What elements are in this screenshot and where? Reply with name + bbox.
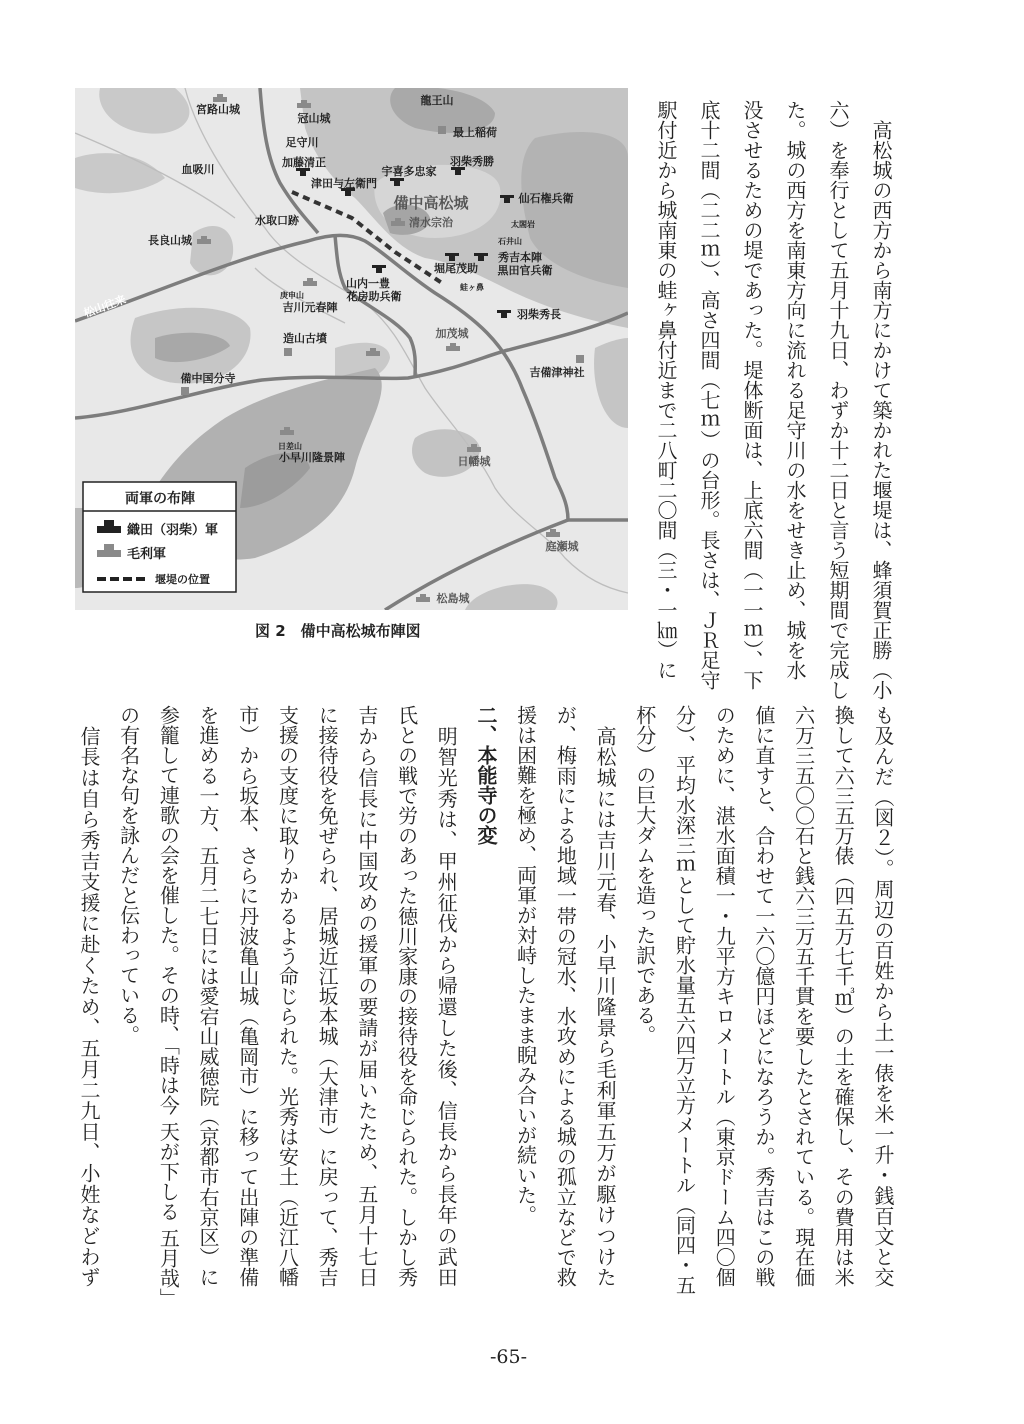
battle-map-figure [75, 88, 628, 610]
map-label: 花房助兵衛 [346, 290, 402, 303]
body-text-bottom [68, 705, 902, 1308]
map-label: 蛙ヶ鼻 [460, 283, 484, 292]
body-text-top [644, 100, 902, 700]
map-label: 足守川 [285, 136, 319, 149]
text-line: 没させるための堤であった。堤体断面は、上底六間（一一ｍ）、下 [740, 100, 764, 690]
map-label: 日幡城 [457, 455, 491, 468]
text-line: 六）を奉行として五月十九日、わずか十二日と言う短期間で完成し [826, 100, 850, 700]
map-label: 長良山城 [148, 234, 192, 247]
legend-item-mori: 毛利軍 [127, 547, 167, 562]
section-heading: 二、本能寺の変 [473, 705, 498, 845]
text-line: 支援の支度に取りかかるよう命じられた。光秀は安土（近江八幡 [275, 705, 300, 1287]
legend-item-oda: 織田（羽柴）軍 [127, 523, 219, 538]
text-line: 杯分）の巨大ダムを造った訳である。 [632, 705, 657, 1045]
text-line: が、梅雨による地域一帯の冠水、水攻めによる城の孤立などで救 [553, 705, 578, 1287]
map-label: 津田与左衛門 [311, 177, 377, 190]
castle-title-label: 備中高松城 [393, 194, 469, 212]
figure-caption: 図 2 備中高松城布陣図 [255, 622, 421, 640]
text-line: の有名な句を詠んだと伝わっている。 [116, 705, 141, 1045]
map-label: 松島城 [436, 592, 470, 605]
map-label: 羽柴秀長 [517, 308, 561, 321]
map-label: 吉備津神社 [529, 366, 585, 379]
text-line: 信長は自ら秀吉支援に赴くため、五月二九日、小姓などわず [76, 705, 101, 1287]
text-line: 吉から信長に中国攻めの援軍の要請が届いたため、五月十七日 [354, 705, 379, 1288]
shrine-square-icon [438, 126, 446, 134]
map-label: 庭瀬城 [545, 540, 579, 553]
text-line: 分）、平均水深三ｍとして貯水量五六四万立方メートル（同四・五 [672, 705, 697, 1295]
legend-item-dike: 堰堤の位置 [155, 573, 210, 586]
map-label: 加茂城 [435, 327, 469, 340]
text-line: 高松城の西方から南方にかけて築かれた堰堤は、蜂須賀正勝（小 [869, 100, 893, 700]
map-label: 宇喜多忠家 [381, 165, 437, 178]
text-line: 駅付近から城南東の蛙ヶ鼻付近まで二八町二〇間（三・一㎞）に [654, 100, 678, 680]
map-label: 日差山 [278, 442, 302, 451]
map-label: 石井山 [498, 237, 522, 246]
temple-square-icon [181, 387, 189, 395]
map-label: 黒田官兵衛 [497, 264, 553, 277]
text-line: も及んだ（図２）。周辺の百姓から土一俵を米一升・銭百文と交 [871, 705, 895, 1287]
map-label: 清水宗治 [409, 216, 453, 229]
map-label: 庚申山 [280, 291, 304, 300]
map-label: 冠山城 [297, 112, 331, 125]
map-label: 小早川隆景陣 [279, 451, 345, 464]
map-label: 備中国分寺 [180, 372, 236, 385]
text-line: 援は困難を極め、両軍が対峙したまま睨み合いが続いた。 [513, 705, 538, 1225]
text-line: に接待役を免ぜられ、居城近江坂本城（大津市）に戻って、秀吉 [315, 705, 340, 1287]
map-label: 太閤岩 [511, 220, 535, 229]
map-label: 最上稲荷 [453, 126, 497, 139]
text-line: 換して六三五万俵（四五万七千㎥）の土を確保し、その費用は米 [831, 705, 856, 1287]
road-label: 松山往来 [81, 292, 128, 321]
page-number: -65- [490, 1346, 528, 1368]
text-line: 値に直すと、合わせて一六〇億円ほどになろうか。秀吉はこの戦 [751, 705, 776, 1287]
site-square-icon [284, 348, 292, 356]
legend-title: 両軍の布陣 [125, 491, 195, 507]
shrine-square-icon [576, 355, 584, 363]
map-label: 血吸川 [181, 163, 215, 176]
text-line: 参籠して連歌の会を催した。その時、「時は今 天が下しる 五月哉」 [156, 705, 181, 1308]
map-label: 水取口跡 [255, 214, 299, 227]
text-line: 市）から坂本、さらに丹波亀山城（亀岡市）に移って出陣の準備 [235, 705, 260, 1287]
map-label: 造山古墳 [283, 332, 327, 345]
text-line: を進める一方、五月二七日には愛宕山威徳院（京都市右京区）に [196, 705, 221, 1287]
map-label: 堀尾茂助 [434, 262, 478, 275]
map-label: 山内一豊 [346, 277, 390, 290]
text-line: 底十二間（二二ｍ）、高さ四間（七ｍ）の台形。長さは、ＪＲ足守 [697, 100, 721, 690]
map-label: 加藤清正 [282, 156, 326, 169]
text-line: 明智光秀は、甲州征伐から帰還した後、信長から長年の武田 [434, 705, 459, 1287]
text-line: た。城の西方を南東方向に流れる足守川の水をせき止め、城を水 [783, 100, 807, 680]
map-label: 吉川元春陣 [282, 301, 338, 314]
text-line: 氏との戦で労のあった徳川家康の接待役を命じられた。しかし秀 [394, 705, 419, 1287]
map-label: 宮路山城 [196, 103, 240, 116]
text-line: 高松城には吉川元春、小早川隆景ら毛利軍五万が駆けつけた [593, 705, 618, 1288]
text-line: のために、湛水面積一・九平方キロメートル（東京ドーム四〇個 [712, 705, 737, 1287]
map-label: 羽柴秀勝 [450, 155, 494, 168]
map-label: 龍王山 [420, 94, 454, 107]
text-line: 六万三五〇〇石と銭六三万五千貫を要したとされている。現在価 [791, 705, 816, 1287]
map-label: 秀吉本陣 [498, 251, 542, 264]
map-legend [83, 482, 236, 592]
map-label: 仙石権兵衛 [518, 192, 574, 205]
